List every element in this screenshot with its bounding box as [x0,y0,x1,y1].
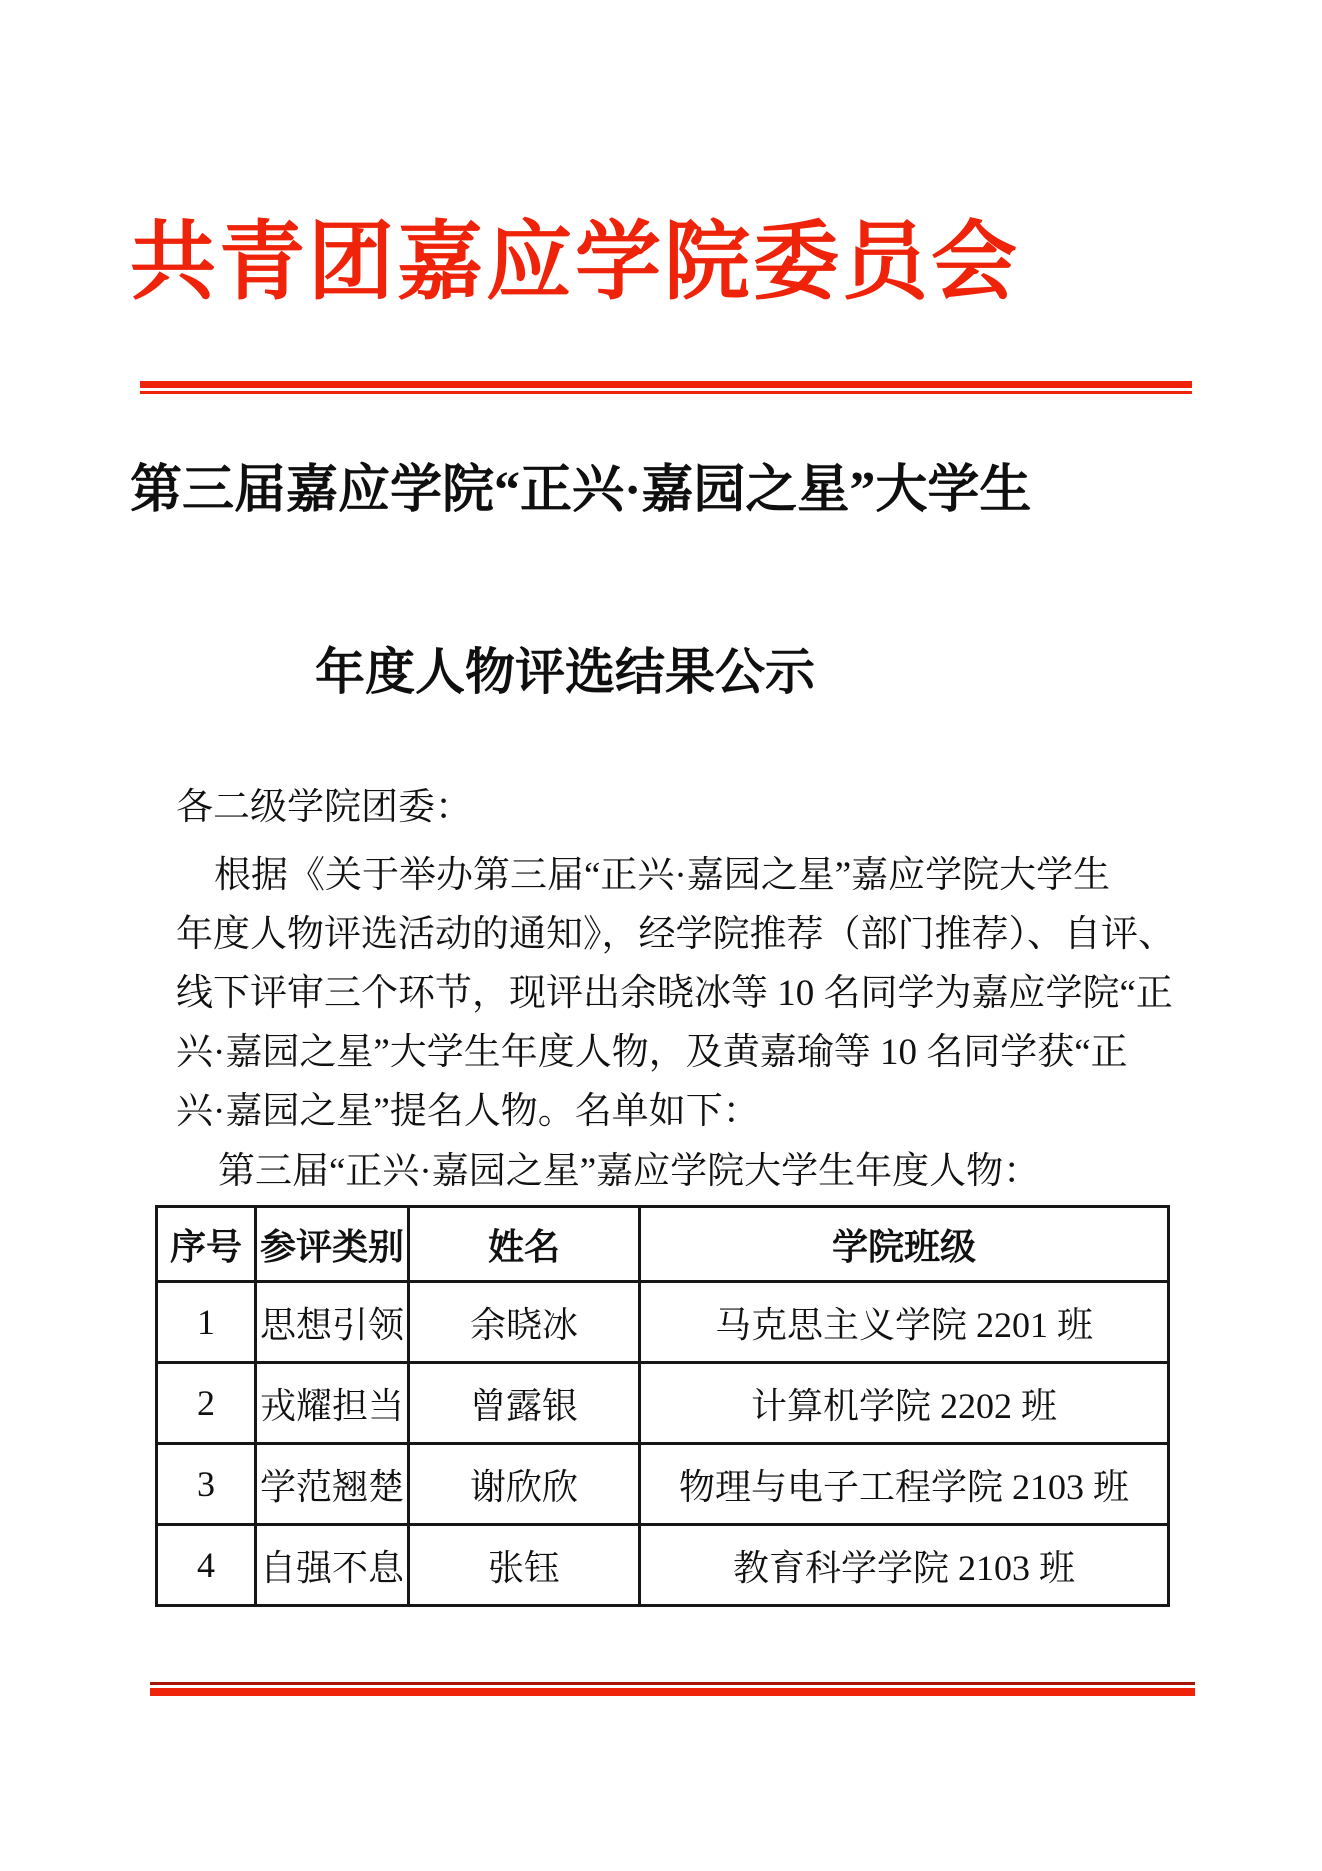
body-paragraph [176,846,1175,1141]
table-row [157,1525,1169,1606]
cell-serial: 4 [157,1525,256,1606]
cell-category: 学范翘楚 [256,1444,409,1525]
doc-title-line1: 第三届嘉应学院“正兴·嘉园之星”大学生 [130,462,1032,519]
body-paragraph-line: 年度人物评选活动的通知》，经学院推荐（部门推荐）、自评、 [176,914,1175,955]
divider-thin-line [140,391,1192,394]
salutation: 各二级学院团委： [176,787,472,828]
cell-name: 谢欣欣 [409,1444,640,1525]
table-row [157,1444,1169,1525]
cell-name: 余晓冰 [409,1282,640,1363]
doc-title-line2: 年度人物评选结果公示 [315,644,815,700]
table-header-row [157,1207,1169,1282]
table-header-class: 学院班级 [640,1207,1169,1282]
cell-class: 马克思主义学院 2201 班 [640,1282,1169,1363]
cell-category: 思想引领 [256,1282,409,1363]
cell-serial: 1 [157,1282,256,1363]
table-header-category: 参评类别 [256,1207,409,1282]
cell-category: 自强不息 [256,1525,409,1606]
divider-thick-line [150,1688,1195,1696]
letterhead-title: 共青团嘉应学院委员会 [130,214,1020,310]
body-paragraph-line: 根据《关于举办第三届“正兴·嘉园之星”嘉应学院大学生 [214,855,1111,896]
body-paragraph-line: 兴·嘉园之星”提名人物。名单如下： [176,1091,760,1132]
cell-name: 曾露银 [409,1363,640,1444]
cell-name: 张钰 [409,1525,640,1606]
table-header-name: 姓名 [409,1207,640,1282]
cell-class: 物理与电子工程学院 2103 班 [640,1444,1169,1525]
table-header-serial: 序号 [157,1207,256,1282]
body-paragraph-line: 线下评审三个环节，现评出余晓冰等 10 名同学为嘉应学院“正 [176,973,1173,1014]
table-row [157,1282,1169,1363]
awardees-table [155,1205,1170,1607]
cell-class: 教育科学学院 2103 班 [640,1525,1169,1606]
divider-thick-line [140,381,1192,388]
cell-category: 戎耀担当 [256,1363,409,1444]
body-paragraph-line: 兴·嘉园之星”大学生年度人物，及黄嘉瑜等 10 名同学获“正 [176,1032,1128,1073]
letterhead-divider [140,381,1192,394]
cell-serial: 3 [157,1444,256,1525]
table-row [157,1363,1169,1444]
cell-class: 计算机学院 2202 班 [640,1363,1169,1444]
table-caption: 第三届“正兴·嘉园之星”嘉应学院大学生年度人物： [218,1151,1041,1192]
cell-serial: 2 [157,1363,256,1444]
footer-divider [150,1682,1195,1696]
